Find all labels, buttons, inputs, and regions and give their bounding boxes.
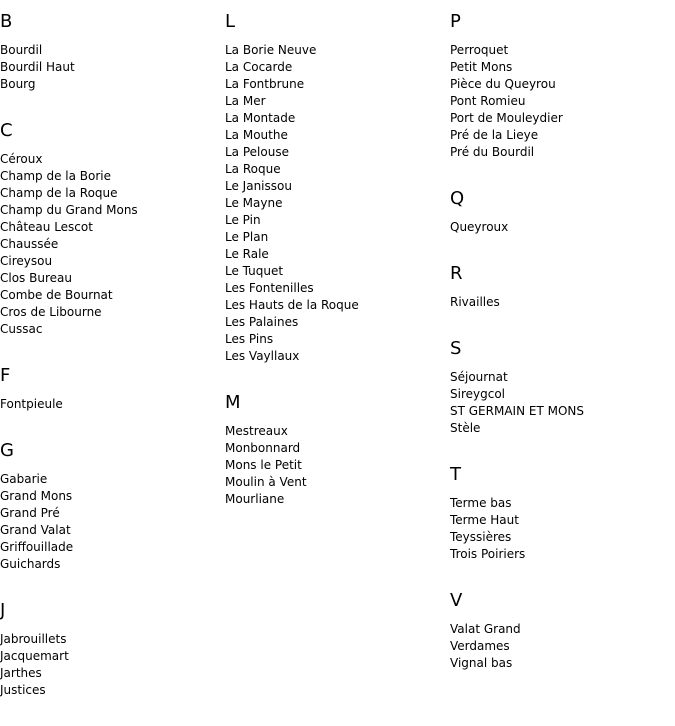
letter-heading: J	[0, 600, 6, 621]
letter-group	[450, 11, 670, 161]
place-name-item: Pièce du Queyrou	[450, 77, 556, 91]
place-name-item: Monbonnard	[225, 441, 301, 455]
letter-group	[0, 11, 220, 93]
letter-heading: G	[0, 440, 14, 461]
place-name-list	[450, 42, 670, 161]
place-name-item: Cussac	[0, 322, 43, 336]
place-name-item: Champ du Grand Mons	[0, 203, 138, 217]
place-name-list	[450, 219, 670, 236]
place-name-item: Champ de la Borie	[0, 169, 111, 183]
place-name-item: Grand Mons	[0, 489, 73, 503]
letter-heading: Q	[450, 188, 465, 209]
place-name-item: Perroquet	[450, 43, 509, 57]
place-name-item: Le Tuquet	[225, 264, 284, 278]
place-name-item: Chaussée	[0, 237, 59, 251]
letter-heading: S	[450, 338, 462, 359]
place-name-item: Le Janissou	[225, 179, 292, 193]
letter-group	[450, 464, 670, 563]
place-name-item: Céroux	[0, 152, 43, 166]
place-name-item: Jabrouillets	[0, 632, 67, 646]
place-name-item: Valat Grand	[450, 622, 521, 636]
place-name-item: Pont Romieu	[450, 94, 526, 108]
place-name-item: Séjournat	[450, 370, 508, 384]
place-name-item: Le Plan	[225, 230, 269, 244]
place-name-item: Champ de la Roque	[0, 186, 118, 200]
place-name-item: Combe de Bournat	[0, 288, 113, 302]
place-name-item: Clos Bureau	[0, 271, 72, 285]
letter-heading: L	[225, 11, 236, 32]
place-name-item: Les Hauts de la Roque	[225, 298, 359, 312]
place-name-item: Griffouillade	[0, 540, 74, 554]
place-name-item: Gabarie	[0, 472, 48, 486]
letter-heading: T	[450, 464, 461, 485]
place-name-item: Sireygcol	[450, 387, 505, 401]
place-name-item: Mons le Petit	[225, 458, 302, 472]
place-name-item: La Mer	[225, 94, 266, 108]
letter-group	[225, 392, 445, 508]
letter-group	[0, 600, 220, 699]
place-name-item: Bourdil	[0, 43, 43, 57]
place-name-item: Le Rale	[225, 247, 269, 261]
place-name-list	[450, 369, 670, 437]
place-name-item: Bourdil Haut	[0, 60, 75, 74]
place-name-item: Les Vayllaux	[225, 349, 300, 363]
place-name-item: Trois Poiriers	[450, 547, 526, 561]
place-name-list	[450, 495, 670, 563]
place-name-item: La Roque	[225, 162, 281, 176]
letter-heading: F	[0, 365, 11, 386]
place-name-item: Bourg	[0, 77, 36, 91]
place-name-list	[0, 631, 220, 699]
place-name-item: Les Palaines	[225, 315, 299, 329]
index-column	[225, 11, 445, 535]
place-name-list	[0, 151, 220, 338]
place-name-item: ST GERMAIN ET MONS	[450, 404, 584, 418]
place-name-item: Château Lescot	[0, 220, 93, 234]
place-name-item: Jarthes	[0, 666, 42, 680]
letter-heading: M	[225, 392, 241, 413]
place-name-list	[450, 621, 670, 672]
place-name-list	[0, 471, 220, 573]
place-name-item: Rivailles	[450, 295, 500, 309]
letter-heading: P	[450, 11, 461, 32]
letter-group	[0, 440, 220, 573]
letter-group	[450, 188, 670, 236]
letter-heading: R	[450, 263, 463, 284]
letter-group	[0, 365, 220, 413]
letter-group	[0, 120, 220, 338]
place-name-item: Grand Valat	[0, 523, 71, 537]
place-name-item: Teyssières	[450, 530, 512, 544]
letter-heading: B	[0, 11, 13, 32]
letter-group	[225, 11, 445, 365]
place-name-item: Le Mayne	[225, 196, 283, 210]
place-name-item: Moulin à Vent	[225, 475, 307, 489]
place-name-item: Vignal bas	[450, 656, 513, 670]
index-column	[0, 11, 220, 726]
place-name-item: Guichards	[0, 557, 61, 571]
place-name-list	[450, 294, 670, 311]
place-name-item: Mourliane	[225, 492, 285, 506]
letter-heading: V	[450, 590, 463, 611]
place-name-item: La Montade	[225, 111, 296, 125]
place-name-item: Pré de la Lieye	[450, 128, 539, 142]
place-name-item: La Cocarde	[225, 60, 293, 74]
place-name-item: Stèle	[450, 421, 481, 435]
place-name-item: Jacquemart	[0, 649, 69, 663]
letter-heading: C	[0, 120, 13, 141]
letter-group	[450, 338, 670, 437]
place-name-item: La Mouthe	[225, 128, 288, 142]
place-name-item: La Borie Neuve	[225, 43, 317, 57]
place-name-item: Le Pin	[225, 213, 261, 227]
place-name-item: Queyroux	[450, 220, 509, 234]
place-name-item: La Pelouse	[225, 145, 289, 159]
place-name-item: Justices	[0, 683, 46, 697]
place-name-item: La Fontbrune	[225, 77, 305, 91]
place-name-item: Terme bas	[450, 496, 512, 510]
place-name-item: Terme Haut	[450, 513, 519, 527]
place-name-list	[0, 396, 220, 413]
place-name-item: Fontpieule	[0, 397, 63, 411]
letter-group	[450, 263, 670, 311]
letter-group	[450, 590, 670, 672]
place-name-item: Les Pins	[225, 332, 274, 346]
place-name-item: Mestreaux	[225, 424, 288, 438]
place-name-list	[225, 42, 445, 365]
place-name-item: Pré du Bourdil	[450, 145, 535, 159]
place-name-item: Verdames	[450, 639, 510, 653]
index-column	[450, 11, 670, 699]
place-name-item: Les Fontenilles	[225, 281, 314, 295]
place-name-item: Port de Mouleydier	[450, 111, 563, 125]
place-name-item: Petit Mons	[450, 60, 513, 74]
place-name-item: Grand Pré	[0, 506, 60, 520]
place-name-item: Cireysou	[0, 254, 53, 268]
place-name-item: Cros de Libourne	[0, 305, 102, 319]
place-name-list	[0, 42, 220, 93]
place-name-list	[225, 423, 445, 508]
